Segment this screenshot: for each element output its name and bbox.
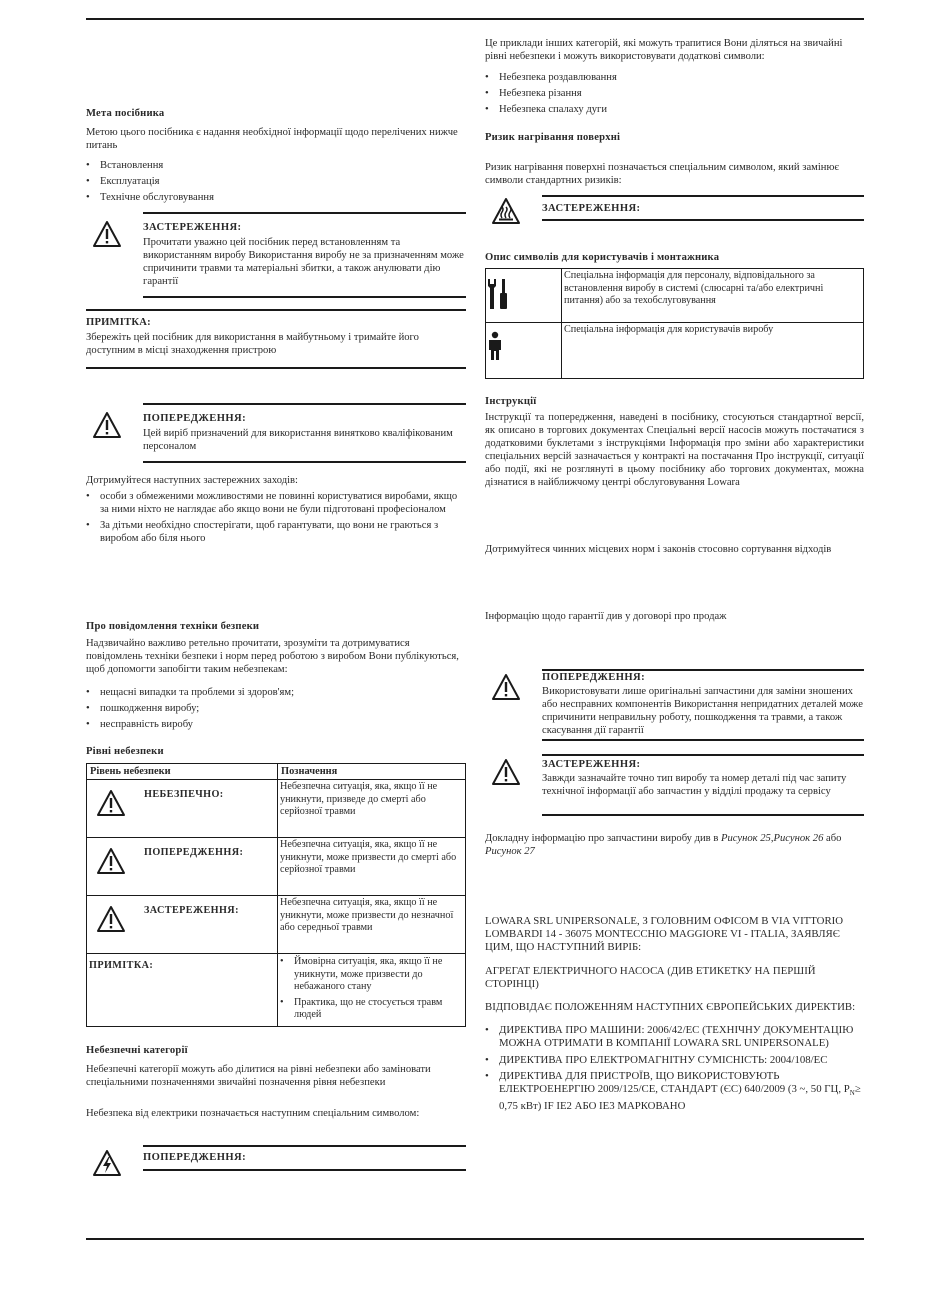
symbol-description: Спеціальна інформація для персоналу, відповідального за встановлення виробу в системі (слюсарні та/або електричні питання) або за техобслуговування — [562, 269, 864, 323]
bottom-rule — [86, 1238, 864, 1240]
level-label: НЕБЕЗПЕЧНО: — [144, 789, 224, 800]
warning-title: ПОПЕРЕДЖЕННЯ: — [143, 413, 247, 424]
list-item: • особи з обмеженими можливостями не повинні користуватися виробами, якщо за ними ніхто не наглядає або якщо вони не були підготовані професіоналом — [86, 490, 466, 516]
level-label: ПРИМІТКА: — [87, 954, 278, 1027]
directives-list — [485, 1024, 864, 1113]
safety-text: Надзвичайно важливо ретельно прочитати, зрозуміти та дотримуватися повідомлень техніки безпеки і норм перед роботою з виробом Вони публікуються, щоб допомогти запобігти таким небезпекам: — [86, 638, 459, 675]
hazard-levels-table — [86, 763, 466, 1027]
table-row — [486, 323, 864, 379]
person-icon — [487, 331, 503, 366]
warning-notice — [86, 403, 466, 463]
note-list — [280, 956, 463, 1022]
warning-triangle-icon — [92, 411, 122, 443]
tools-icon — [486, 277, 510, 316]
warning-triangle-icon — [96, 847, 126, 880]
list-item: • За дітьми необхідно спостерігати, щоб гарантувати, що вони не граються з виробом або біля нього — [86, 519, 466, 545]
note-text: Збережіть цей посібник для використання в майбутньому і тримайте його доступним в місці знаходження пристрою — [86, 332, 419, 356]
hot-surface-text: Ризик нагрівання поверхні позначається спеціальним символом, який замінює символи стандартних ризиків: — [485, 162, 839, 186]
figure-link[interactable]: Рисунок 26 — [773, 833, 824, 844]
table-header-row — [87, 764, 466, 780]
list-item: • Технічне обслуговування — [86, 191, 466, 204]
parts-caution-title: ЗАСТЕРЕЖЕННЯ: — [542, 759, 641, 770]
warranty-text: Інформацію щодо гарантії див у договорі про продаж — [485, 611, 727, 622]
list-item: • Встановлення — [86, 159, 466, 172]
categories-text: Небезпечні категорії можуть або ділитися на рівні небезпеки або заміновати спеціальними позначеннями звичайні позначення рівня небезпеки — [86, 1064, 431, 1088]
top-rule — [86, 18, 864, 20]
table-row — [486, 269, 864, 323]
warning-triangle-icon — [491, 758, 521, 790]
note-rule-bottom — [86, 367, 466, 369]
level-description: Небезпечна ситуація, яка, якщо її не уникнути, може призвести до незначної або середньої травми — [278, 896, 466, 954]
list-item: • нещасні випадки та проблеми зі здоров'ям; — [86, 686, 466, 699]
list-item: • Небезпека спалаху дуги — [485, 103, 864, 116]
hazard-levels-heading: Рівні небезпеки — [86, 746, 164, 757]
column-header: Рівень небезпеки — [87, 764, 278, 780]
level-label: ПОПЕРЕДЖЕННЯ: — [144, 847, 244, 858]
list-item: • Експлуатація — [86, 175, 466, 188]
precautions-text: Дотримуйтеся наступних застережних заходів: — [86, 475, 298, 486]
hot-surface-caution-notice — [485, 195, 864, 221]
caution-text: Прочитати уважно цей посібник перед встановленням та використанням виробу Використання виробу не за призначенням може спричинити травми та матеріальні збитки, а також анулювати дію гарантії — [143, 237, 464, 287]
safety-list — [86, 686, 466, 734]
spare-parts-text: Докладну інформацію про запчастини виробу див в Рисунок 25,Рисунок 26 або Рисунок 27 — [485, 833, 842, 857]
purpose-text: Метою цього посібника є надання необхідної інформації щодо перелічених нижче питань — [86, 127, 458, 151]
figure-link[interactable]: Рисунок 25 — [721, 833, 771, 844]
parts-warning-title: ПОПЕРЕДЖЕННЯ: — [542, 672, 646, 683]
warning-triangle-icon — [92, 220, 122, 252]
parts-warning-notice — [485, 669, 864, 741]
declaration-paragraph: LOWARA SRL UNIPERSONALE, З ГОЛОВНИМ ОФІСОМ В VIA VITTORIO LOMBARDI 14 - 36075 MONTECCHIO MAGGIORE VI - ITALIA, ЗАЯВЛЯЄ ЦИМ, ЩО НАСТУПНИЙ ВИРІБ: — [485, 915, 844, 954]
list-item: • несправність виробу — [86, 718, 466, 731]
symbol-description: Спеціальна інформація для користувачів виробу — [562, 323, 864, 379]
level-description: Небезпечна ситуація, яка, якщо її не уникнути, може призвести до смерті або серйозної травми — [278, 838, 466, 896]
list-item: • Небезпека різання — [485, 87, 864, 100]
instructions-heading: Інструкції — [485, 396, 537, 407]
safety-heading: Про повідомлення техніки безпеки — [86, 621, 260, 632]
list-item: • ДИРЕКТИВА ДЛЯ ПРИСТРОЇВ, ЩО ВИКОРИСТОВУЮТЬ ЕЛЕКТРОЕНЕРГІЮ 2009/125/CE, СТАНДАРТ (ЄС) 640/2009 (3 ~, 50 ГЦ, $P_N\ge 0,75$ кВт) IF IE2 АБО IE3 МАРКОВАНО — [485, 1070, 864, 1114]
warning-triangle-icon — [491, 673, 521, 705]
level-description: Небезпечна ситуація, яка, якщо її не уникнути, призведе до смерті або серйозної травми — [278, 780, 466, 838]
warning-triangle-icon — [96, 905, 126, 938]
column-header: Позначення — [278, 764, 466, 780]
parts-caution-text: Завжди зазначайте точно тип виробу та номер деталі під час запиту технічної інформації або запчастин у відділі продажу та сервісу — [542, 773, 847, 797]
other-hazards-list — [485, 71, 864, 119]
hot-surface-caution-title: ЗАСТЕРЕЖЕННЯ: — [542, 203, 641, 214]
list-item: • пошкодження виробу; — [86, 702, 466, 715]
table-row — [87, 954, 466, 1027]
figure-link[interactable]: Рисунок 27 — [485, 846, 535, 857]
electric-warning-notice — [86, 1145, 466, 1171]
purpose-heading: Мета посібника — [86, 108, 165, 119]
parts-caution-notice — [485, 754, 864, 816]
hot-surface-icon — [491, 197, 521, 229]
level-label: ЗАСТЕРЕЖЕННЯ: — [144, 905, 239, 916]
list-item: • Ймовірна ситуація, яка, якщо її не уникнути, може призвести до небажаного стану — [280, 956, 463, 994]
disposal-text: Дотримуйтеся чинних місцевих норм і законів стосовно сортування відходів — [485, 544, 832, 555]
list-item: • ДИРЕКТИВА ПРО ЕЛЕКТРОМАГНІТНУ СУМІСНІСТЬ: 2004/108/EC — [485, 1054, 864, 1067]
instructions-text: Інструкції та попередження, наведені в посібнику, стосуються стандартної версії, як описано в торгових документах Спеціальні версії насосів можуть постачатися з додатковими буклетами з інструкціями Інформація про зміни або характеристики спеціальних версій зазначається у контракті на постачання Про інструкції, ситуації або події, які не розглянуті в цьому посібнику або торгових документах, можна дізнатися в найближчому центрі обслуговування Lowara — [485, 412, 864, 488]
symbols-table — [485, 268, 864, 379]
table-row — [87, 780, 466, 838]
caution-title: ЗАСТЕРЕЖЕННЯ: — [143, 222, 242, 233]
precautions-list — [86, 490, 466, 548]
table-row — [87, 896, 466, 954]
parts-warning-text: Використовувати лише оригінальні запчастини для заміни зношених або несправних компонентів Використання непридатних деталей може спричинити неправильну роботу, пошкодження та травми, а також скасування дії гарантії — [542, 686, 863, 736]
caution-notice — [86, 212, 466, 298]
electric-warning-title: ПОПЕРЕДЖЕННЯ: — [143, 1152, 247, 1163]
electric-hazard-icon — [92, 1149, 122, 1181]
other-categories-text: Це приклади інших категорій, які можуть трапитися Вони діляться на звичайні рівні небезпеки і можуть використовувати додаткові символи: — [485, 38, 843, 62]
declaration — [485, 915, 864, 1117]
purpose-list — [86, 159, 466, 207]
electric-text: Небезпека від електрики позначається наступним спеціальним символом: — [86, 1108, 420, 1119]
list-item: • Практика, що не стосується травм людей — [280, 997, 463, 1022]
table-row — [87, 838, 466, 896]
hot-surface-heading: Ризик нагрівання поверхні — [485, 132, 621, 143]
declaration-paragraph: АГРЕГАТ ЕЛЕКТРИЧНОГО НАСОСА (ДИВ ЕТИКЕТКУ НА ПЕРШІЙ СТОРІНЦІ) — [485, 964, 816, 990]
list-item: • ДИРЕКТИВА ПРО МАШИНИ: 2006/42/EC (ТЕХНІЧНУ ДОКУМЕНТАЦІЮ МОЖНА ОТРИМАТИ В КОМПАНІЇ LOWARA SRL UNIPERSONALE) — [485, 1024, 864, 1050]
symbols-heading: Опис символів для користувачів і монтажника — [485, 252, 720, 263]
declaration-paragraph: ВІДПОВІДАЄ ПОЛОЖЕННЯМ НАСТУПНИХ ЄВРОПЕЙСЬКИХ ДИРЕКТИВ: — [485, 1001, 856, 1014]
list-item: • Небезпека роздавлювання — [485, 71, 864, 84]
note-rule-top — [86, 309, 466, 311]
note-title: ПРИМІТКА: — [86, 317, 151, 328]
categories-heading: Небезпечні категорії — [86, 1045, 188, 1056]
warning-text: Цей виріб призначений для використання винятково кваліфікованим персоналом — [143, 428, 453, 452]
warning-triangle-icon — [96, 789, 126, 822]
